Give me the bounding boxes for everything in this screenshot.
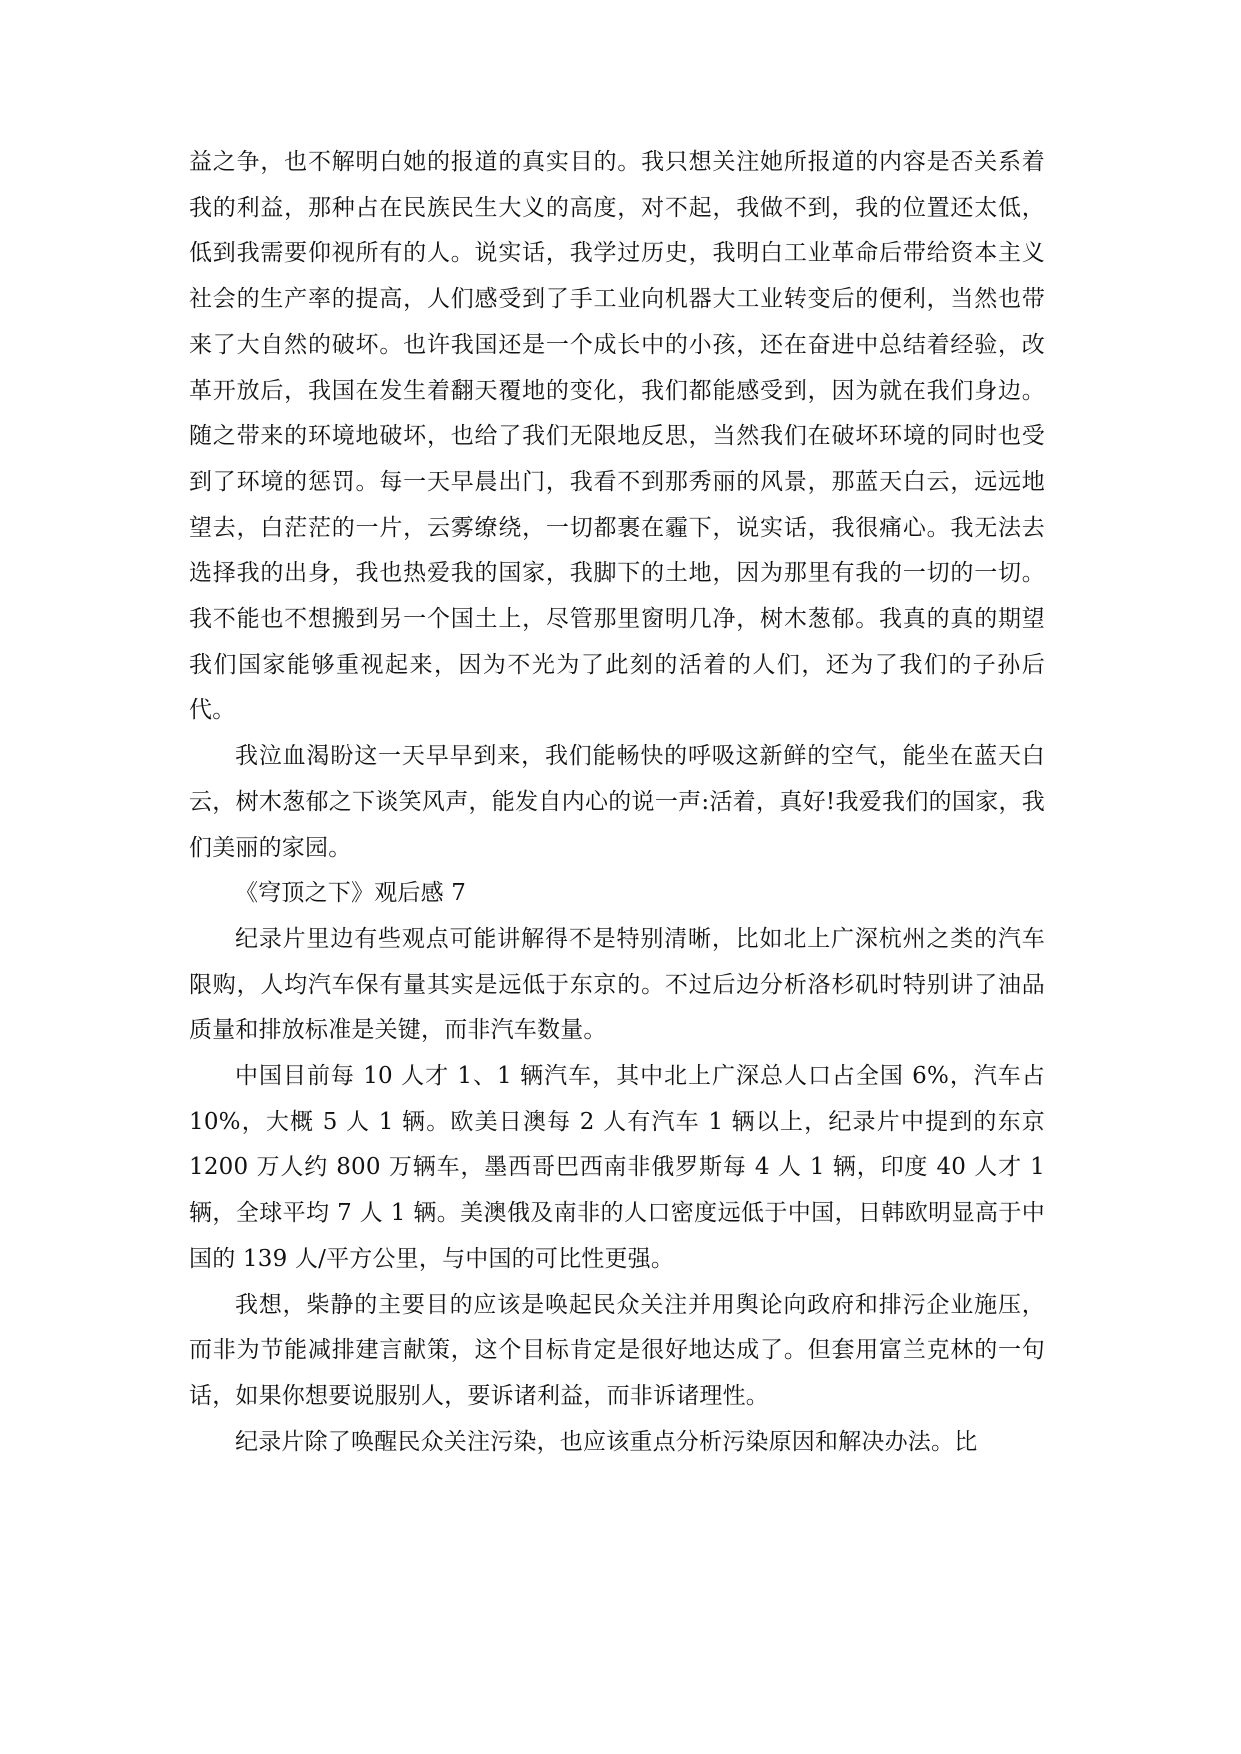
paragraph-purpose: 我想，柴静的主要目的应该是唤起民众关注并用舆论向政府和排污企业施压，而非为节能减排建言献策，这个目标肯定是很好地达成了。但套用富兰克林的一句话，如果你想要说服别人，要诉诸利益，而非诉诸理性。 [189,1291,1045,1409]
paragraph-continuation: 益之争，也不解明白她的报道的真实目的。我只想关注她所报道的内容是否关系着我的利益，那种占在民族民生大义的高度，对不起，我做不到，我的位置还太低，低到我需要仰视所有的人。说实话，我学过历史，我明白工业革命后带给资本主义社会的生产率的提高，人们感受到了手工业向机器大工业转变后的便利，当然也带来了大自然的破坏。也许我国还是一个成长中的小孩，还在奋进中总结着经验，改革开放后，我国在发生着翻天覆地的变化，我们都能感受到，因为就在我们身边。随之带来的环境地破坏，也给了我们无限地反思，当然我们在破坏环境的同时也受到了环境的惩罚。每一天早晨出门，我看不到那秀丽的风景，那蓝天白云，远远地望去，白茫茫的一片，云雾缭绕，一切都裹在霾下，说实话，我很痛心。我无法去选择我的出身，我也热爱我的国家，我脚下的土地，因为那里有我的一切的一切。我不能也不想搬到另一个国土上，尽管那里窗明几净，树木葱郁。我真的真的期望我们国家能够重视起来，因为不光为了此刻的活着的人们，还为了我们的子孙后代。 [189,149,1045,724]
paragraph-hope: 我泣血渴盼这一天早早到来，我们能畅快的呼吸这新鲜的空气，能坐在蓝天白云，树木葱郁之下谈笑风声，能发自内心的说一声:活着，真好!我爱我们的国家，我们美丽的家园。 [189,743,1045,861]
paragraph-car-limits: 纪录片里边有些观点可能讲解得不是特别清晰，比如北上广深杭州之类的汽车限购，人均汽车保有量其实是远低于东京的。不过后边分析洛杉矶时特别讲了油品质量和排放标准是关键，而非汽车数量。 [189,925,1045,1044]
paragraph-analysis: 纪录片除了唤醒民众关注污染，也应该重点分析污染原因和解决办法。比 [235,1428,978,1455]
paragraph-car-statistics: 中国目前每 10 人才 1、1 辆汽车，其中北上广深总人口占全国 6%，汽车占 10%，大概 5 人 1 辆。欧美日澳每 2 人有汽车 1 辆以上，纪录片中提到的东京 1200 万人约 800 万辆车，墨西哥巴西南非俄罗斯每 4 人 1 辆，印度 40 人才 1 辆，全球平均 7 人 1 辆。美澳俄及南非的人口密度远低于中国，日韩欧明显高于中国的 139 人/平方公里，与中国的可比性更强。 [189,1063,1045,1272]
document-page [189,140,1045,1465]
section-heading: 《穹顶之下》观后感 7 [235,880,467,907]
